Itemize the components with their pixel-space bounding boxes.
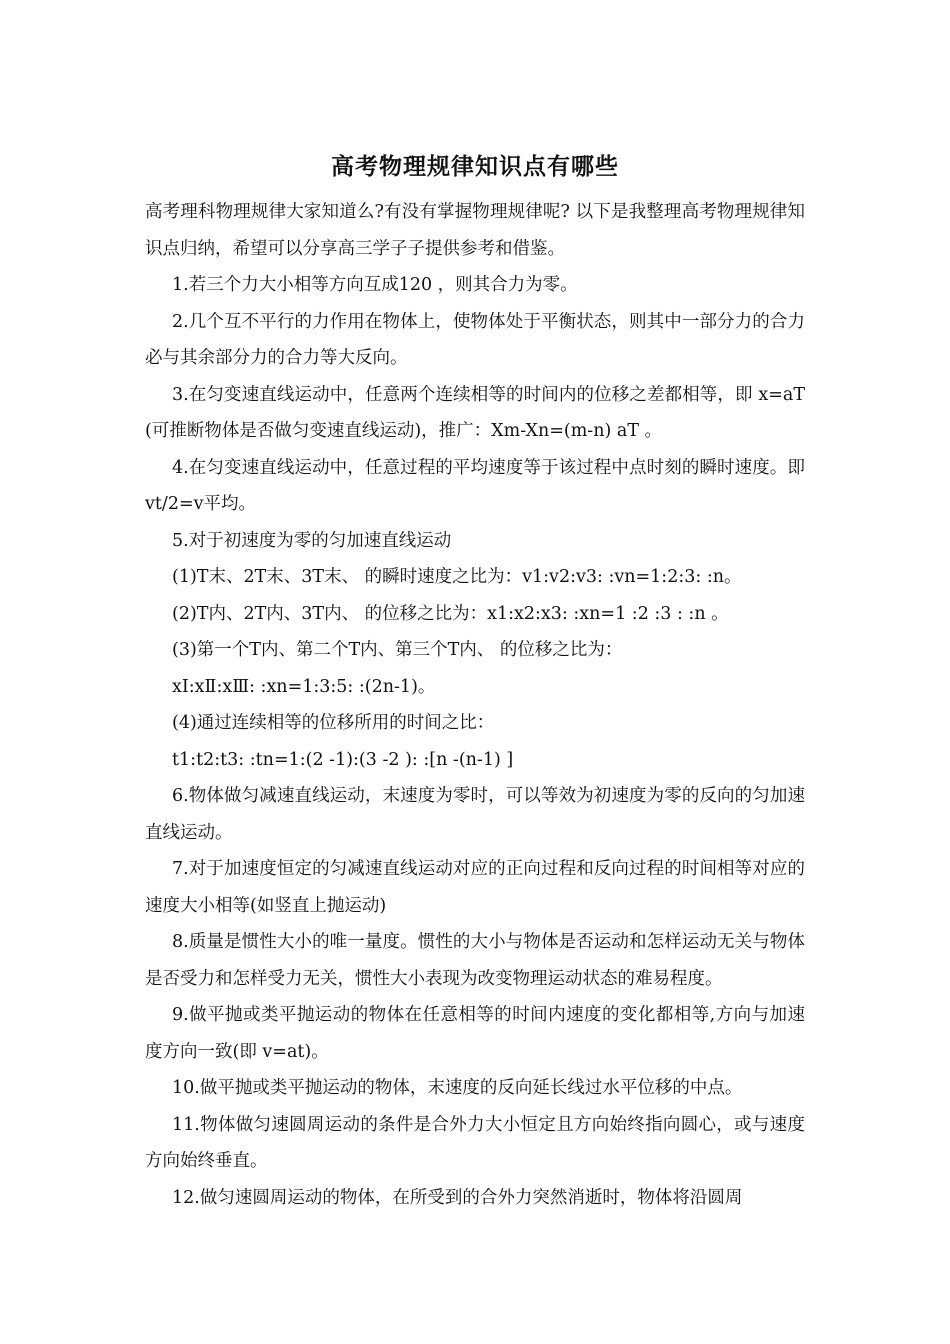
sub-item: (1)T末、2T末、3T末、 的瞬时速度之比为：v1:v2:v3: :vn=1:2:3: :n。 xyxy=(172,567,742,587)
sub-item: (2)T内、2T内、3T内、 的位移之比为：x1:x2:x3: :xn=1 :2 :3 : :n 。 xyxy=(172,603,729,624)
sub-formula: t1:t2:t3: :tn=1:(2 -1):(3 -2 ): :[n -(n-1) ] xyxy=(172,749,514,770)
list-item: 4.在匀变速直线运动中，任意过程的平均速度等于该过程中点时刻的瞬时速度。即vt/2=v平均。 xyxy=(145,457,805,514)
list-item: 5.对于初速度为零的匀加速直线运动 xyxy=(172,530,452,551)
document-body xyxy=(145,194,805,1216)
list-item: 11.物体做匀速圆周运动的条件是合外力大小恒定且方向始终指向圆心，或与速度方向始终垂直。 xyxy=(145,1114,805,1171)
list-item: 9.做平抛或类平抛运动的物体在任意相等的时间内速度的变化都相等,方向与加速度方向一致(即 v=at)。 xyxy=(145,1005,805,1062)
sub-item: (3)第一个T内、第二个T内、第三个T内、 的位移之比为： xyxy=(172,640,623,660)
list-item: 6.物体做匀减速直线运动，末速度为零时，可以等效为初速度为零的反向的匀加速直线运动。 xyxy=(145,786,805,843)
list-item: 7.对于加速度恒定的匀减速直线运动对应的正向过程和反向过程的时间相等对应的速度大小相等(如竖直上抛运动) xyxy=(145,859,805,916)
intro-paragraph: 高考理科物理规律大家知道么?有没有掌握物理规律呢? 以下是我整理高考物理规律知识点归纳，希望可以分享高三学子子提供参考和借鉴。 xyxy=(145,202,805,259)
list-item: 1.若三个力大小相等方向互成120 ，则其合力为零。 xyxy=(172,275,578,295)
sub-formula: xⅠ:xⅡ:xⅢ: :xn=1:3:5: :(2n-1)。 xyxy=(172,676,436,697)
sub-item: (4)通过连续相等的位移所用的时间之比： xyxy=(172,713,495,733)
list-item: 2.几个互不平行的力作用在物体上，使物体处于平衡状态，则其中一部分力的合力必与其余部分力的合力等大反向。 xyxy=(145,311,805,368)
document-title: 高考物理规律知识点有哪些 xyxy=(331,154,619,180)
list-item: 10.做平抛或类平抛运动的物体，末速度的反向延长线过水平位移的中点。 xyxy=(172,1078,743,1098)
list-item: 8.质量是惯性大小的唯一量度。惯性的大小与物体是否运动和怎样运动无关与物体是否受力和怎样受力无关，惯性大小表现为改变物理运动状态的难易程度。 xyxy=(145,932,805,989)
list-item: 3.在匀变速直线运动中，任意两个连续相等的时间内的位移之差都相等，即 x=aT (可推断物体是否做匀变速直线运动)，推广：Xm-Xn=(m-n) aT 。 xyxy=(145,384,805,441)
list-item: 12.做匀速圆周运动的物体，在所受到的合外力突然消逝时，物体将沿圆周 xyxy=(172,1187,743,1208)
